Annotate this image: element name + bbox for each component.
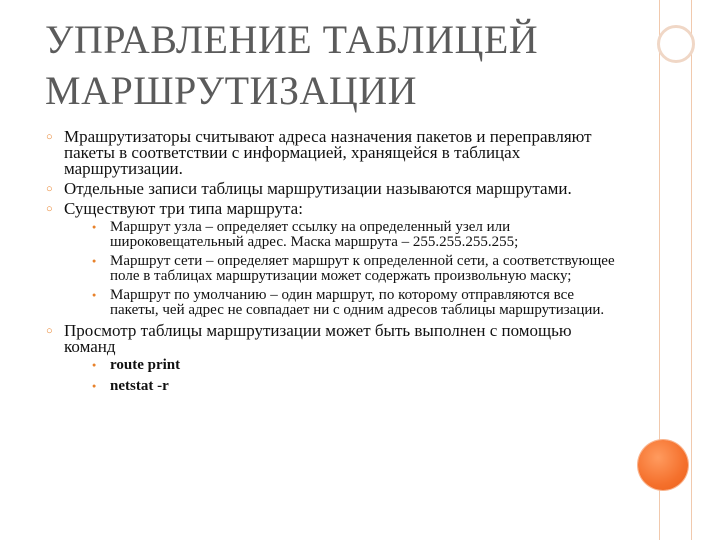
route-type-item bbox=[64, 254, 626, 284]
slide-title-line-2: МАРШРУТИЗАЦИИ bbox=[45, 68, 418, 113]
slide-body bbox=[46, 129, 626, 400]
route-type-text: Маршрут узла – определяет ссылку на определенный узел или широковещательный адрес. Маска маршрута – 255.255.255.255; bbox=[110, 219, 519, 250]
dot-bullet-icon: ● bbox=[92, 382, 97, 390]
command-item bbox=[64, 379, 626, 394]
bullet-text: Просмотр таблицы маршрутизации может быть выполнен с помощью команд bbox=[64, 321, 572, 356]
bullet-text: Отдельные записи таблицы маршрутизации называются маршрутами. bbox=[64, 179, 572, 198]
bullet-text: Мрашрутизаторы считывают адреса назначения пакетов и переправляют пакеты в соответствии с информацией, хранящейся в таблицах маршрутизации. bbox=[64, 127, 592, 178]
bullet-text: Существуют три типа маршрута: bbox=[64, 199, 303, 218]
command-item bbox=[64, 358, 626, 373]
route-type-text: Маршрут сети – определяет маршрут к определенной сети, а соответствующее поле в таблицах маршрутизации может содержать произвольную маску; bbox=[110, 253, 615, 284]
route-type-item bbox=[64, 220, 626, 250]
dot-bullet-icon: ● bbox=[92, 257, 97, 265]
slide-title bbox=[45, 14, 538, 116]
dot-bullet-icon: ● bbox=[92, 361, 97, 369]
ring-bullet-icon: ○ bbox=[46, 203, 53, 215]
command-text: route print bbox=[110, 357, 181, 373]
slide-title-line-1: УПРАВЛЕНИЕ ТАБЛИЦЕЙ bbox=[45, 17, 539, 62]
route-type-text: Маршрут по умолчанию – один маршрут, по которому отправляются все пакеты, чей адрес не совпадает ни с одним адресов таблицы маршрутизации. bbox=[110, 287, 605, 318]
bullet-item bbox=[46, 323, 626, 394]
bullet-item bbox=[46, 181, 626, 197]
dot-bullet-icon: ● bbox=[92, 291, 97, 299]
bullet-item bbox=[46, 129, 626, 177]
decor-circle-outline bbox=[657, 25, 695, 63]
ring-bullet-icon: ○ bbox=[46, 131, 53, 143]
bullet-item bbox=[46, 201, 626, 318]
route-types-list bbox=[64, 220, 626, 318]
decor-rail-line-right bbox=[691, 0, 692, 540]
ring-bullet-icon: ○ bbox=[46, 325, 53, 337]
route-type-item bbox=[64, 288, 626, 318]
command-text: netstat -r bbox=[110, 378, 169, 394]
commands-list bbox=[64, 358, 626, 394]
dot-bullet-icon: ● bbox=[92, 223, 97, 231]
ring-bullet-icon: ○ bbox=[46, 183, 53, 195]
decor-circle-filled bbox=[638, 440, 688, 490]
